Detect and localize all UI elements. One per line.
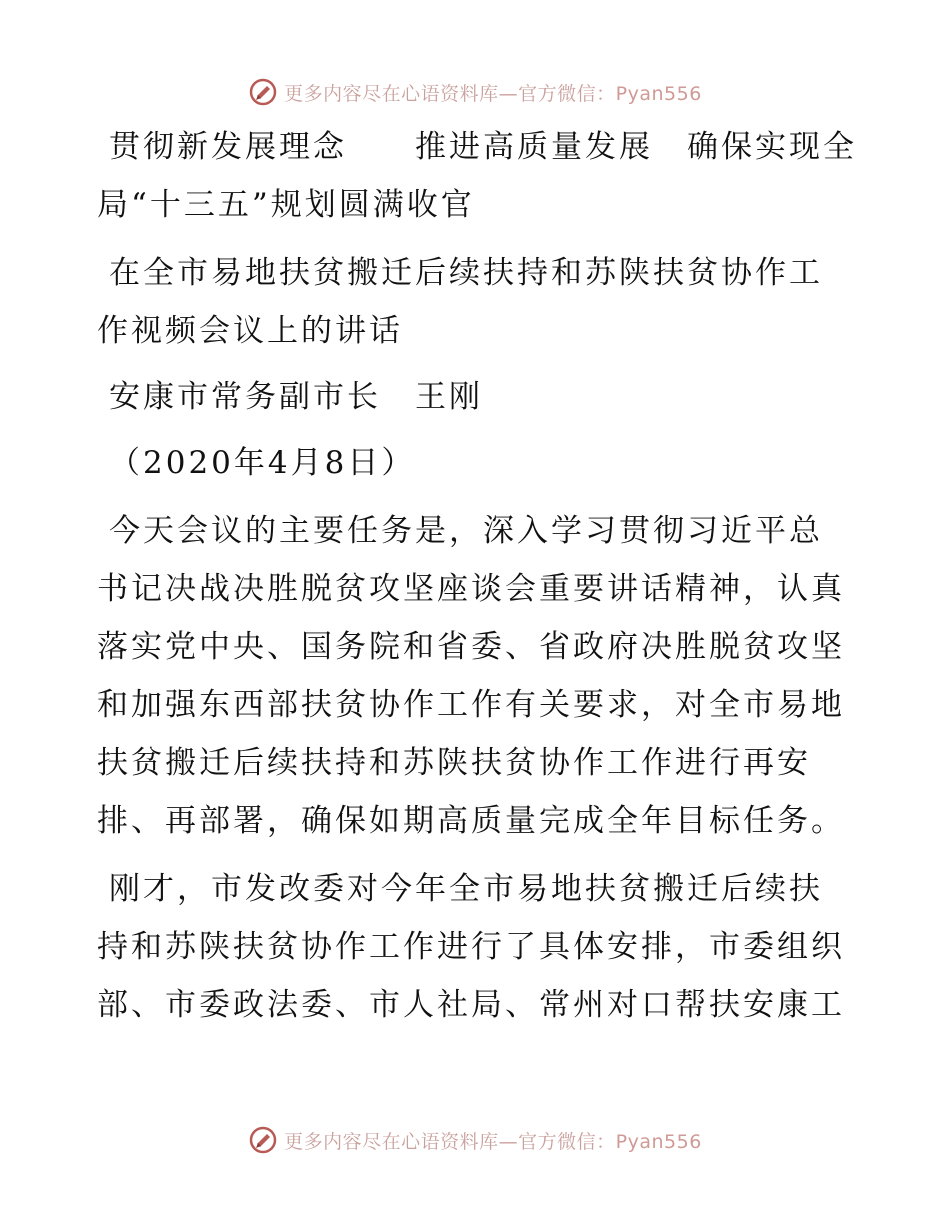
paragraph-line: 和加强东西部扶贫协作工作有关要求，对全市易地: [97, 687, 845, 723]
header-watermark: [0, 72, 950, 112]
paragraph-1: [97, 502, 857, 850]
paragraph-line: 书记决战决胜脱贫攻坚座谈会重要讲话精神，认真: [97, 571, 845, 607]
paragraph-line: 扶贫搬迁后续扶持和苏陕扶贫协作工作进行再安: [97, 745, 811, 781]
paragraph-line: 落实党中央、国务院和省委、省政府决胜脱贫攻坚: [97, 629, 845, 665]
title-line: 局“十三五”规划圆满收官: [97, 187, 475, 223]
speaker: 安康市常务副市长 王刚: [109, 379, 483, 415]
paragraph-line: 刚才，市发改委对今年全市易地扶贫搬迁后续扶: [109, 871, 823, 907]
paragraph-line: 今天会议的主要任务是，深入学习贯彻习近平总: [109, 513, 823, 549]
watermark-logo-icon: [248, 1125, 278, 1155]
date: （2020年4月8日）: [109, 445, 416, 481]
speaker-line: [97, 368, 857, 426]
paragraph-line: 部、市委政法委、市人社局、常州对口帮扶安康工: [97, 987, 845, 1023]
document-subtitle: [97, 244, 857, 360]
watermark-text: 更多内容尽在心语资料库—官方微信：Pyan556: [284, 82, 702, 105]
paragraph-line: 持和苏陕扶贫协作工作进行了具体安排，市委组织: [97, 929, 845, 965]
subtitle-line: 作视频会议上的讲话: [97, 313, 403, 349]
document-title: [97, 118, 857, 234]
subtitle-line: 在全市易地扶贫搬迁后续扶持和苏陕扶贫协作工: [109, 255, 823, 291]
watermark-logo-icon: [248, 77, 278, 107]
document-body: [97, 118, 857, 1042]
paragraph-line: 排、再部署，确保如期高质量完成全年目标任务。: [97, 803, 845, 839]
footer-watermark: [0, 1120, 950, 1160]
date-line: [97, 434, 857, 492]
watermark-text: 更多内容尽在心语资料库—官方微信：Pyan556: [284, 1130, 702, 1153]
paragraph-2: [97, 860, 857, 1034]
title-line: 贯彻新发展理念 推进高质量发展 确保实现全: [109, 129, 857, 165]
